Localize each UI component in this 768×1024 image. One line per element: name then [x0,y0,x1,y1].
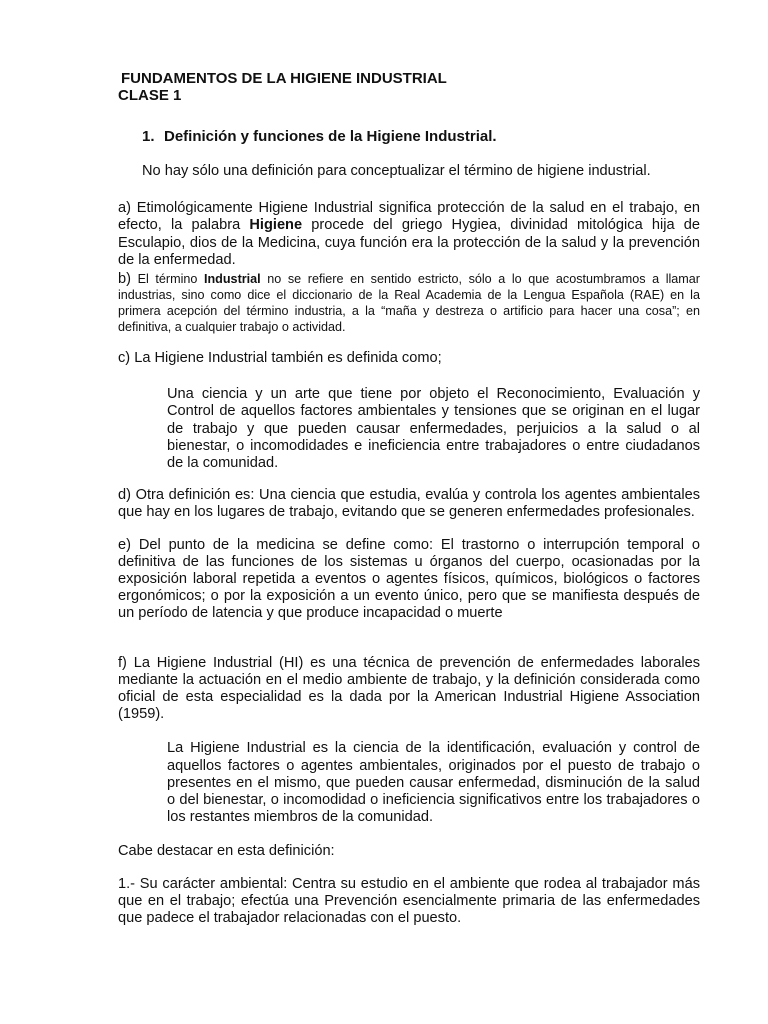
paragraph-b-text-2: no se refiere en sentido estricto, sólo a lo que acostumbramos a llamar industrias, sino como dice el diccionario de la Real Academia de la Lengua Española (RAE) en la primera acepción del término industria, a la “maña y destreza o artificio para hacer una cosa”; en definitiva, a cualquier trabajo o actividad. [118,272,700,335]
section-title: Definición y funciones de la Higiene Industrial. [164,128,497,145]
point-1: 1.- Su carácter ambiental: Centra su estudio en el ambiente que rodea al trabajador más que en el trabajo; efectúa una Prevención esencialmente primaria de las enfermedades que padece el trabajador relacionadas con el puesto. [118,875,700,927]
paragraph-b-text-1: El término [130,272,204,287]
paragraph-a-bold-term: Higiene [249,217,303,234]
paragraph-cabe: Cabe destacar en esta definición: [118,843,335,860]
paragraph-c: c) La Higiene Industrial también es definida como; [118,350,442,367]
paragraph-f: f) La Higiene Industrial (HI) es una técnica de prevención de enfermedades laborales mediante la actuación en el medio ambiente de trabajo, y la definición considerada como oficial de esta especialidad es la dada por la American Industrial Higiene Association (1959). [118,654,700,723]
paragraph-a-text-2: procede del griego Hygiea, divinidad mitológica hija de Esculapio, dios de la Medicina, cuya función era la protección de la salud y la prevención de la enfermedad. [118,217,700,268]
document-page [118,70,700,927]
paragraph-a [118,200,700,269]
paragraph-d: d) Otra definición es: Una ciencia que estudia, evalúa y controla los agentes ambientales que hay en los lugares de trabajo, evitando que se generen enfermedades profesionales. [118,487,700,521]
paragraph-a-text-1: a) Etimológicamente Higiene Industrial significa protección de la salud en el trabajo, en efecto, la palabra [118,200,700,234]
paragraph-c-quote: Una ciencia y un arte que tiene por objeto el Reconocimiento, Evaluación y Control de aquellos factores ambientales y tensiones que se originan en el lugar de trabajo y que pueden causar enfermedades, perjuicios a la salud o al bienestar, o incomodidades e ineficiencia entre trabajadores o entre ciudadanos de la comunidad. [167,386,700,472]
section-number: 1. [142,128,155,145]
paragraph-b [118,271,700,335]
paragraph-b-bold-term: Industrial [203,272,261,287]
paragraph-f-quote: La Higiene Industrial es la ciencia de la identificación, evaluación y control de aquellos factores o agentes ambientales, originados por el puesto de trabajo o presentes en el mismo, que pueden causar enfermedad, disminución de la salud o del bienestar, o incomodidad o ineficiencia significativos entre los trabajadores o los restantes miembros de la comunidad. [167,740,700,826]
intro-paragraph: No hay sólo una definición para conceptualizar el término de higiene industrial. [142,163,651,179]
class-label: CLASE 1 [118,87,182,104]
paragraph-e: e) Del punto de la medicina se define como: El trastorno o interrupción temporal o definitiva de las funciones de los sistemas u órganos del cuerpo, ocasionadas por la exposición laboral repetida a eventos o agentes físicos, químicos, biológicos o factores ergonómicos; o por la exposición a un evento único, pero que se manifiesta después de un período de latencia y que produce incapacidad o muerte [118,536,700,622]
document-title: FUNDAMENTOS DE LA HIGIENE INDUSTRIAL [121,70,447,87]
paragraph-b-lead: b) [118,271,131,288]
section-heading [142,128,700,145]
